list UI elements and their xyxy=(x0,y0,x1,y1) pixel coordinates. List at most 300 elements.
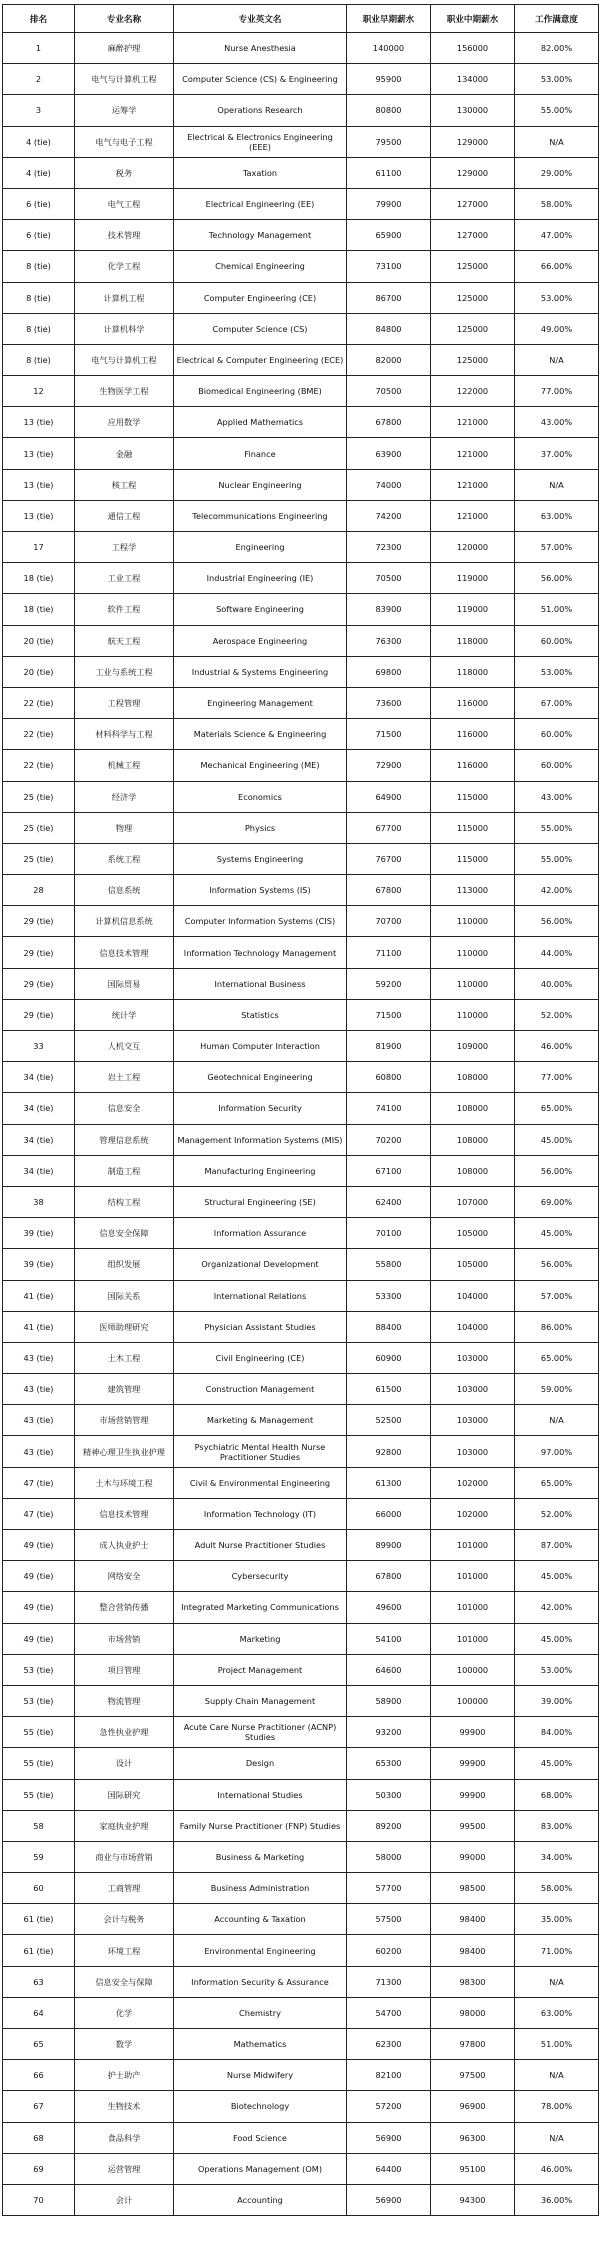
satisfaction-cell: 42.00% xyxy=(515,1592,599,1623)
satisfaction-cell: 59.00% xyxy=(515,1374,599,1405)
satisfaction-cell: 42.00% xyxy=(515,875,599,906)
mid-salary-cell: 116000 xyxy=(431,719,515,750)
rank-cell: 53 (tie) xyxy=(3,1685,75,1716)
mid-salary-cell: 127000 xyxy=(431,220,515,251)
major-en-cell: Electrical & Computer Engineering (ECE) xyxy=(174,344,347,375)
major-en-cell: International Relations xyxy=(174,1280,347,1311)
major-cn-cell: 岩土工程 xyxy=(75,1062,174,1093)
major-cn-cell: 制造工程 xyxy=(75,1155,174,1186)
mid-salary-cell: 115000 xyxy=(431,812,515,843)
table-row xyxy=(3,906,599,937)
rank-cell: 29 (tie) xyxy=(3,906,75,937)
satisfaction-cell: 60.00% xyxy=(515,719,599,750)
table-row xyxy=(3,656,599,687)
early-salary-cell: 65900 xyxy=(347,220,431,251)
rank-cell: 8 (tie) xyxy=(3,344,75,375)
satisfaction-cell: 44.00% xyxy=(515,937,599,968)
rank-cell: 22 (tie) xyxy=(3,750,75,781)
rank-cell: 1 xyxy=(3,33,75,64)
mid-salary-cell: 110000 xyxy=(431,906,515,937)
major-cn-cell: 土木工程 xyxy=(75,1342,174,1373)
mid-salary-cell: 120000 xyxy=(431,532,515,563)
satisfaction-cell: 97.00% xyxy=(515,1436,599,1467)
rank-cell: 49 (tie) xyxy=(3,1530,75,1561)
major-en-cell: Biotechnology xyxy=(174,2091,347,2122)
rank-cell: 4 (tie) xyxy=(3,126,75,157)
major-cn-cell: 管理信息系统 xyxy=(75,1124,174,1155)
table-row xyxy=(3,719,599,750)
early-salary-cell: 54100 xyxy=(347,1623,431,1654)
major-en-cell: Systems Engineering xyxy=(174,843,347,874)
early-salary-cell: 61100 xyxy=(347,157,431,188)
satisfaction-cell: 71.00% xyxy=(515,1935,599,1966)
major-en-cell: Chemistry xyxy=(174,1997,347,2028)
early-salary-cell: 74000 xyxy=(347,469,431,500)
table-row xyxy=(3,1186,599,1217)
satisfaction-cell: 56.00% xyxy=(515,563,599,594)
major-cn-cell: 国际研究 xyxy=(75,1779,174,1810)
table-row xyxy=(3,344,599,375)
mid-salary-cell: 130000 xyxy=(431,95,515,126)
major-en-cell: Information Assurance xyxy=(174,1218,347,1249)
early-salary-cell: 70500 xyxy=(347,376,431,407)
rank-cell: 58 xyxy=(3,1810,75,1841)
table-row xyxy=(3,1779,599,1810)
early-salary-cell: 57500 xyxy=(347,1904,431,1935)
table-row xyxy=(3,376,599,407)
mid-salary-cell: 110000 xyxy=(431,968,515,999)
table-row xyxy=(3,1280,599,1311)
major-en-cell: Business & Marketing xyxy=(174,1841,347,1872)
early-salary-cell: 54700 xyxy=(347,1997,431,2028)
major-cn-cell: 数学 xyxy=(75,2029,174,2060)
major-cn-cell: 市场营销管理 xyxy=(75,1405,174,1436)
mid-salary-cell: 95100 xyxy=(431,2153,515,2184)
mid-salary-cell: 108000 xyxy=(431,1155,515,1186)
major-en-cell: Information Technology (IT) xyxy=(174,1498,347,1529)
rank-cell: 29 (tie) xyxy=(3,937,75,968)
satisfaction-cell: 52.00% xyxy=(515,999,599,1030)
satisfaction-cell: 65.00% xyxy=(515,1342,599,1373)
rank-cell: 39 (tie) xyxy=(3,1218,75,1249)
major-en-cell: Accounting & Taxation xyxy=(174,1904,347,1935)
rank-cell: 29 (tie) xyxy=(3,999,75,1030)
early-salary-cell: 88400 xyxy=(347,1311,431,1342)
early-salary-cell: 76300 xyxy=(347,625,431,656)
mid-salary-cell: 129000 xyxy=(431,126,515,157)
early-salary-cell: 53300 xyxy=(347,1280,431,1311)
table-row xyxy=(3,750,599,781)
table-row xyxy=(3,812,599,843)
mid-salary-cell: 99900 xyxy=(431,1717,515,1748)
table-row xyxy=(3,1155,599,1186)
major-cn-cell: 电气与计算机工程 xyxy=(75,344,174,375)
major-en-cell: International Studies xyxy=(174,1779,347,1810)
major-en-cell: Acute Care Nurse Practitioner (ACNP) Studies xyxy=(174,1717,347,1748)
early-salary-cell: 56900 xyxy=(347,2122,431,2153)
mid-salary-cell: 99500 xyxy=(431,1810,515,1841)
rank-cell: 8 (tie) xyxy=(3,251,75,282)
major-en-cell: Civil & Environmental Engineering xyxy=(174,1467,347,1498)
table-row xyxy=(3,1810,599,1841)
rank-cell: 6 (tie) xyxy=(3,188,75,219)
early-salary-cell: 64900 xyxy=(347,781,431,812)
major-en-cell: Telecommunications Engineering xyxy=(174,500,347,531)
major-en-cell: Finance xyxy=(174,438,347,469)
rank-cell: 17 xyxy=(3,532,75,563)
table-row xyxy=(3,594,599,625)
early-salary-cell: 82100 xyxy=(347,2060,431,2091)
rank-cell: 6 (tie) xyxy=(3,220,75,251)
major-en-cell: Cybersecurity xyxy=(174,1561,347,1592)
major-cn-cell: 生物技术 xyxy=(75,2091,174,2122)
major-en-cell: Economics xyxy=(174,781,347,812)
rank-cell: 49 (tie) xyxy=(3,1623,75,1654)
early-salary-cell: 72300 xyxy=(347,532,431,563)
major-en-cell: Operations Research xyxy=(174,95,347,126)
table-row xyxy=(3,407,599,438)
mid-salary-cell: 109000 xyxy=(431,1031,515,1062)
satisfaction-cell: 66.00% xyxy=(515,251,599,282)
major-cn-cell: 国际关系 xyxy=(75,1280,174,1311)
table-row xyxy=(3,64,599,95)
major-cn-cell: 材料科学与工程 xyxy=(75,719,174,750)
mid-salary-cell: 121000 xyxy=(431,438,515,469)
satisfaction-cell: 67.00% xyxy=(515,687,599,718)
major-cn-cell: 运筹学 xyxy=(75,95,174,126)
mid-salary-cell: 121000 xyxy=(431,500,515,531)
major-en-cell: Engineering xyxy=(174,532,347,563)
major-cn-cell: 组织发展 xyxy=(75,1249,174,1280)
satisfaction-cell: 45.00% xyxy=(515,1748,599,1779)
table-row xyxy=(3,1218,599,1249)
major-cn-cell: 金融 xyxy=(75,438,174,469)
major-en-cell: Software Engineering xyxy=(174,594,347,625)
mid-salary-cell: 101000 xyxy=(431,1530,515,1561)
mid-salary-cell: 102000 xyxy=(431,1498,515,1529)
table-row xyxy=(3,2060,599,2091)
early-salary-cell: 76700 xyxy=(347,843,431,874)
rank-cell: 13 (tie) xyxy=(3,469,75,500)
satisfaction-cell: 35.00% xyxy=(515,1904,599,1935)
table-row xyxy=(3,2184,599,2215)
early-salary-cell: 60800 xyxy=(347,1062,431,1093)
rank-cell: 70 xyxy=(3,2184,75,2215)
rank-cell: 38 xyxy=(3,1186,75,1217)
major-cn-cell: 医师助理研究 xyxy=(75,1311,174,1342)
mid-salary-cell: 97800 xyxy=(431,2029,515,2060)
mid-salary-cell: 100000 xyxy=(431,1685,515,1716)
mid-salary-cell: 113000 xyxy=(431,875,515,906)
mid-salary-cell: 115000 xyxy=(431,781,515,812)
table-row xyxy=(3,1904,599,1935)
major-en-cell: Project Management xyxy=(174,1654,347,1685)
satisfaction-cell: 53.00% xyxy=(515,1654,599,1685)
rank-cell: 55 (tie) xyxy=(3,1717,75,1748)
table-row xyxy=(3,1841,599,1872)
mid-salary-cell: 121000 xyxy=(431,469,515,500)
major-en-cell: Materials Science & Engineering xyxy=(174,719,347,750)
mid-salary-cell: 104000 xyxy=(431,1311,515,1342)
mid-salary-cell: 129000 xyxy=(431,157,515,188)
major-en-cell: Electrical Engineering (EE) xyxy=(174,188,347,219)
table-row xyxy=(3,1405,599,1436)
major-en-cell: Aerospace Engineering xyxy=(174,625,347,656)
early-salary-cell: 89200 xyxy=(347,1810,431,1841)
major-en-cell: Information Security xyxy=(174,1093,347,1124)
mid-salary-cell: 125000 xyxy=(431,282,515,313)
major-en-cell: Applied Mathematics xyxy=(174,407,347,438)
rank-cell: 53 (tie) xyxy=(3,1654,75,1685)
major-en-cell: Engineering Management xyxy=(174,687,347,718)
major-cn-cell: 技术管理 xyxy=(75,220,174,251)
satisfaction-cell: N/A xyxy=(515,2060,599,2091)
satisfaction-cell: 49.00% xyxy=(515,313,599,344)
table-row xyxy=(3,999,599,1030)
satisfaction-cell: 52.00% xyxy=(515,1498,599,1529)
rank-cell: 69 xyxy=(3,2153,75,2184)
table-row xyxy=(3,282,599,313)
rank-cell: 22 (tie) xyxy=(3,687,75,718)
rank-cell: 64 xyxy=(3,1997,75,2028)
table-row xyxy=(3,1124,599,1155)
major-cn-cell: 计算机工程 xyxy=(75,282,174,313)
major-en-cell: Food Science xyxy=(174,2122,347,2153)
early-salary-cell: 58000 xyxy=(347,1841,431,1872)
satisfaction-cell: N/A xyxy=(515,126,599,157)
rank-cell: 65 xyxy=(3,2029,75,2060)
table-row xyxy=(3,687,599,718)
satisfaction-cell: 40.00% xyxy=(515,968,599,999)
major-en-cell: Adult Nurse Practitioner Studies xyxy=(174,1530,347,1561)
major-cn-cell: 应用数学 xyxy=(75,407,174,438)
major-en-cell: Physics xyxy=(174,812,347,843)
rank-cell: 43 (tie) xyxy=(3,1374,75,1405)
satisfaction-cell: 34.00% xyxy=(515,1841,599,1872)
satisfaction-cell: 86.00% xyxy=(515,1311,599,1342)
major-en-cell: Nurse Midwifery xyxy=(174,2060,347,2091)
early-salary-cell: 82000 xyxy=(347,344,431,375)
rank-cell: 60 xyxy=(3,1873,75,1904)
table-row xyxy=(3,1342,599,1373)
major-cn-cell: 家庭执业护理 xyxy=(75,1810,174,1841)
mid-salary-cell: 94300 xyxy=(431,2184,515,2215)
rank-cell: 43 (tie) xyxy=(3,1436,75,1467)
major-cn-cell: 信息技术管理 xyxy=(75,1498,174,1529)
early-salary-cell: 72900 xyxy=(347,750,431,781)
mid-salary-cell: 101000 xyxy=(431,1623,515,1654)
major-cn-cell: 成人执业护士 xyxy=(75,1530,174,1561)
mid-salary-cell: 118000 xyxy=(431,656,515,687)
satisfaction-cell: 46.00% xyxy=(515,2153,599,2184)
major-cn-cell: 工业与系统工程 xyxy=(75,656,174,687)
mid-salary-cell: 119000 xyxy=(431,563,515,594)
satisfaction-cell: 51.00% xyxy=(515,2029,599,2060)
early-salary-cell: 74100 xyxy=(347,1093,431,1124)
satisfaction-cell: 63.00% xyxy=(515,1997,599,2028)
mid-salary-cell: 97500 xyxy=(431,2060,515,2091)
table-row xyxy=(3,220,599,251)
table-row xyxy=(3,1997,599,2028)
mid-salary-cell: 99900 xyxy=(431,1748,515,1779)
major-en-cell: Computer Science (CS) xyxy=(174,313,347,344)
mid-salary-cell: 98400 xyxy=(431,1904,515,1935)
early-salary-cell: 66000 xyxy=(347,1498,431,1529)
early-salary-cell: 73600 xyxy=(347,687,431,718)
satisfaction-cell: 53.00% xyxy=(515,282,599,313)
major-en-cell: Structural Engineering (SE) xyxy=(174,1186,347,1217)
early-salary-cell: 71300 xyxy=(347,1966,431,1997)
early-salary-cell: 70200 xyxy=(347,1124,431,1155)
table-row xyxy=(3,1623,599,1654)
major-en-cell: Physician Assistant Studies xyxy=(174,1311,347,1342)
rank-cell: 61 (tie) xyxy=(3,1904,75,1935)
early-salary-cell: 81900 xyxy=(347,1031,431,1062)
early-salary-cell: 69800 xyxy=(347,656,431,687)
table-row xyxy=(3,625,599,656)
early-salary-cell: 64600 xyxy=(347,1654,431,1685)
major-en-cell: Family Nurse Practitioner (FNP) Studies xyxy=(174,1810,347,1841)
mid-salary-cell: 101000 xyxy=(431,1561,515,1592)
satisfaction-cell: 78.00% xyxy=(515,2091,599,2122)
major-cn-cell: 土木与环境工程 xyxy=(75,1467,174,1498)
major-en-cell: Supply Chain Management xyxy=(174,1685,347,1716)
major-en-cell: Nuclear Engineering xyxy=(174,469,347,500)
major-en-cell: Technology Management xyxy=(174,220,347,251)
satisfaction-cell: 57.00% xyxy=(515,1280,599,1311)
mid-salary-cell: 125000 xyxy=(431,313,515,344)
early-salary-cell: 92800 xyxy=(347,1436,431,1467)
early-salary-cell: 56900 xyxy=(347,2184,431,2215)
rank-cell: 25 (tie) xyxy=(3,843,75,874)
table-row xyxy=(3,1031,599,1062)
major-en-cell: Mechanical Engineering (ME) xyxy=(174,750,347,781)
satisfaction-cell: 55.00% xyxy=(515,812,599,843)
table-header xyxy=(3,5,599,33)
rank-cell: 12 xyxy=(3,376,75,407)
major-cn-cell: 会计与税务 xyxy=(75,1904,174,1935)
early-salary-cell: 62300 xyxy=(347,2029,431,2060)
early-salary-cell: 59200 xyxy=(347,968,431,999)
major-en-cell: Operations Management (OM) xyxy=(174,2153,347,2184)
satisfaction-cell: 83.00% xyxy=(515,1810,599,1841)
satisfaction-cell: 77.00% xyxy=(515,1062,599,1093)
early-salary-cell: 61300 xyxy=(347,1467,431,1498)
table-row xyxy=(3,968,599,999)
major-en-cell: Statistics xyxy=(174,999,347,1030)
mid-salary-cell: 134000 xyxy=(431,64,515,95)
satisfaction-cell: 45.00% xyxy=(515,1561,599,1592)
early-salary-cell: 62400 xyxy=(347,1186,431,1217)
early-salary-cell: 70500 xyxy=(347,563,431,594)
table-row xyxy=(3,2122,599,2153)
satisfaction-cell: 60.00% xyxy=(515,750,599,781)
table-row xyxy=(3,188,599,219)
early-salary-cell: 84800 xyxy=(347,313,431,344)
major-cn-cell: 环境工程 xyxy=(75,1935,174,1966)
rank-cell: 33 xyxy=(3,1031,75,1062)
early-salary-cell: 80800 xyxy=(347,95,431,126)
major-en-cell: Marketing xyxy=(174,1623,347,1654)
table-row xyxy=(3,781,599,812)
rank-cell: 41 (tie) xyxy=(3,1311,75,1342)
major-cn-cell: 系统工程 xyxy=(75,843,174,874)
satisfaction-cell: 53.00% xyxy=(515,656,599,687)
table-body xyxy=(3,33,599,2216)
major-cn-cell: 信息安全保障 xyxy=(75,1218,174,1249)
rank-cell: 13 (tie) xyxy=(3,438,75,469)
rank-cell: 20 (tie) xyxy=(3,625,75,656)
major-en-cell: Industrial Engineering (IE) xyxy=(174,563,347,594)
table-row xyxy=(3,1748,599,1779)
rank-cell: 55 (tie) xyxy=(3,1748,75,1779)
rank-cell: 67 xyxy=(3,2091,75,2122)
major-cn-cell: 计算机信息系统 xyxy=(75,906,174,937)
mid-salary-cell: 99000 xyxy=(431,1841,515,1872)
table-row xyxy=(3,157,599,188)
rank-cell: 34 (tie) xyxy=(3,1124,75,1155)
table-row xyxy=(3,1717,599,1748)
rank-cell: 34 (tie) xyxy=(3,1155,75,1186)
satisfaction-cell: 55.00% xyxy=(515,95,599,126)
major-en-cell: Electrical & Electronics Engineering (EEE) xyxy=(174,126,347,157)
mid-salary-cell: 122000 xyxy=(431,376,515,407)
early-salary-cell: 67800 xyxy=(347,1561,431,1592)
table-row xyxy=(3,1467,599,1498)
table-row xyxy=(3,1436,599,1467)
mid-salary-cell: 98400 xyxy=(431,1935,515,1966)
major-en-cell: Design xyxy=(174,1748,347,1779)
table-row xyxy=(3,1530,599,1561)
major-cn-cell: 化学工程 xyxy=(75,251,174,282)
table-row xyxy=(3,469,599,500)
rank-cell: 25 (tie) xyxy=(3,781,75,812)
major-en-cell: Environmental Engineering xyxy=(174,1935,347,1966)
major-cn-cell: 麻醉护理 xyxy=(75,33,174,64)
early-salary-cell: 140000 xyxy=(347,33,431,64)
rank-cell: 18 (tie) xyxy=(3,594,75,625)
major-en-cell: Human Computer Interaction xyxy=(174,1031,347,1062)
mid-salary-cell: 116000 xyxy=(431,687,515,718)
early-salary-cell: 61500 xyxy=(347,1374,431,1405)
rank-cell: 43 (tie) xyxy=(3,1405,75,1436)
major-en-cell: Taxation xyxy=(174,157,347,188)
satisfaction-cell: 87.00% xyxy=(515,1530,599,1561)
satisfaction-cell: 82.00% xyxy=(515,33,599,64)
major-en-cell: Accounting xyxy=(174,2184,347,2215)
satisfaction-cell: 84.00% xyxy=(515,1717,599,1748)
mid-salary-cell: 98300 xyxy=(431,1966,515,1997)
table-row xyxy=(3,500,599,531)
table-row xyxy=(3,1592,599,1623)
table-row xyxy=(3,2091,599,2122)
major-en-cell: Marketing & Management xyxy=(174,1405,347,1436)
mid-salary-cell: 125000 xyxy=(431,344,515,375)
rank-cell: 47 (tie) xyxy=(3,1498,75,1529)
rank-cell: 39 (tie) xyxy=(3,1249,75,1280)
mid-salary-cell: 102000 xyxy=(431,1467,515,1498)
rank-cell: 47 (tie) xyxy=(3,1467,75,1498)
satisfaction-cell: 55.00% xyxy=(515,843,599,874)
rank-cell: 8 (tie) xyxy=(3,282,75,313)
early-salary-cell: 95900 xyxy=(347,64,431,95)
satisfaction-cell: 77.00% xyxy=(515,376,599,407)
early-salary-cell: 71500 xyxy=(347,719,431,750)
header-row xyxy=(3,5,599,33)
rank-cell: 55 (tie) xyxy=(3,1779,75,1810)
mid-salary-cell: 100000 xyxy=(431,1654,515,1685)
early-salary-cell: 55800 xyxy=(347,1249,431,1280)
